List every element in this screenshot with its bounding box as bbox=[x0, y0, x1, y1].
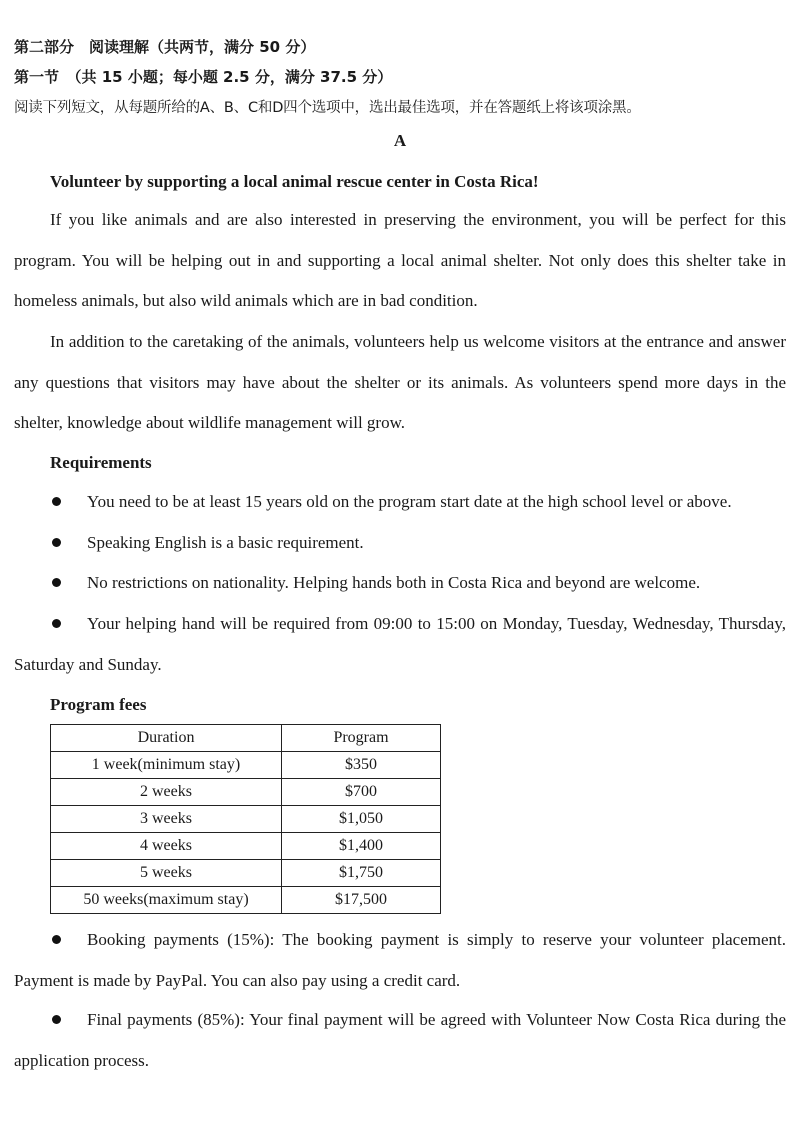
payment-item bbox=[14, 1000, 786, 1081]
payment-text: Final payments (85%): Your final payment will be agreed with Volunteer Now Costa Rica during the application process. bbox=[14, 1010, 786, 1070]
bullet-icon bbox=[52, 935, 61, 944]
requirement-item bbox=[14, 482, 786, 523]
duration-cell: 3 weeks bbox=[51, 806, 282, 833]
bullet-icon bbox=[52, 538, 61, 547]
fees-table bbox=[50, 724, 441, 914]
table-row bbox=[51, 752, 441, 779]
requirement-item bbox=[14, 523, 786, 564]
duration-cell: 2 weeks bbox=[51, 779, 282, 806]
requirement-text: No restrictions on nationality. Helping hands both in Costa Rica and beyond are welcome. bbox=[87, 573, 701, 592]
column-header-program: Program bbox=[282, 725, 441, 752]
bullet-icon bbox=[52, 497, 61, 506]
price-cell: $17,500 bbox=[282, 887, 441, 914]
duration-cell: 1 week(minimum stay) bbox=[51, 752, 282, 779]
section-heading: 第一节 （共 15 小题；每小题 2.5 分，满分 37.5 分） bbox=[14, 68, 393, 86]
fees-heading: Program fees bbox=[50, 695, 147, 714]
bullet-icon bbox=[52, 1015, 61, 1024]
duration-cell: 5 weeks bbox=[51, 860, 282, 887]
price-cell: $700 bbox=[282, 779, 441, 806]
payment-text: Booking payments (15%): The booking payment is simply to reserve your volunteer placement. Payment is made by PayPal. You can also pay using a credit card. bbox=[14, 930, 786, 990]
passage-letter: A bbox=[393, 131, 407, 150]
bullet-icon bbox=[52, 619, 61, 628]
part-heading: 第二部分 阅读理解（共两节，满分 50 分） bbox=[14, 38, 316, 56]
price-cell: $1,400 bbox=[282, 833, 441, 860]
table-row bbox=[51, 806, 441, 833]
requirement-text: You need to be at least 15 years old on the program start date at the high school level or above. bbox=[87, 492, 732, 511]
instructions: 阅读下列短文，从每题所给的A、B、C和D四个选项中，选出最佳选项，并在答题纸上将该项涂黑。 bbox=[14, 100, 641, 116]
duration-cell: 50 weeks(maximum stay) bbox=[51, 887, 282, 914]
passage-title: Volunteer by supporting a local animal rescue center in Costa Rica! bbox=[50, 172, 539, 191]
payment-item bbox=[14, 920, 786, 1001]
paragraph-1: If you like animals and are also interested in preserving the environment, you will be perfect for this program. You will be helping out in and supporting a local animal shelter. Not only does this shelter take in homeless animals, but also wild animals which are in bad condition. bbox=[14, 210, 786, 310]
column-header-duration: Duration bbox=[51, 725, 282, 752]
table-row bbox=[51, 779, 441, 806]
duration-cell: 4 weeks bbox=[51, 833, 282, 860]
requirement-text: Speaking English is a basic requirement. bbox=[87, 533, 364, 552]
requirement-item bbox=[14, 563, 786, 604]
price-cell: $1,050 bbox=[282, 806, 441, 833]
requirement-item bbox=[14, 604, 786, 685]
requirement-text: Your helping hand will be required from 09:00 to 15:00 on Monday, Tuesday, Wednesday, Thursday, Saturday and Sunday. bbox=[14, 614, 786, 674]
table-row bbox=[51, 887, 441, 914]
price-cell: $1,750 bbox=[282, 860, 441, 887]
price-cell: $350 bbox=[282, 752, 441, 779]
table-row bbox=[51, 860, 441, 887]
requirements-heading: Requirements bbox=[50, 453, 152, 472]
table-row bbox=[51, 833, 441, 860]
table-header-row bbox=[51, 725, 441, 752]
bullet-icon bbox=[52, 578, 61, 587]
paragraph-2: In addition to the caretaking of the animals, volunteers help us welcome visitors at the entrance and answer any questions that visitors may have about the shelter or its animals. As volunteers spend more days in the shelter, knowledge about wildlife management will grow. bbox=[14, 332, 786, 432]
